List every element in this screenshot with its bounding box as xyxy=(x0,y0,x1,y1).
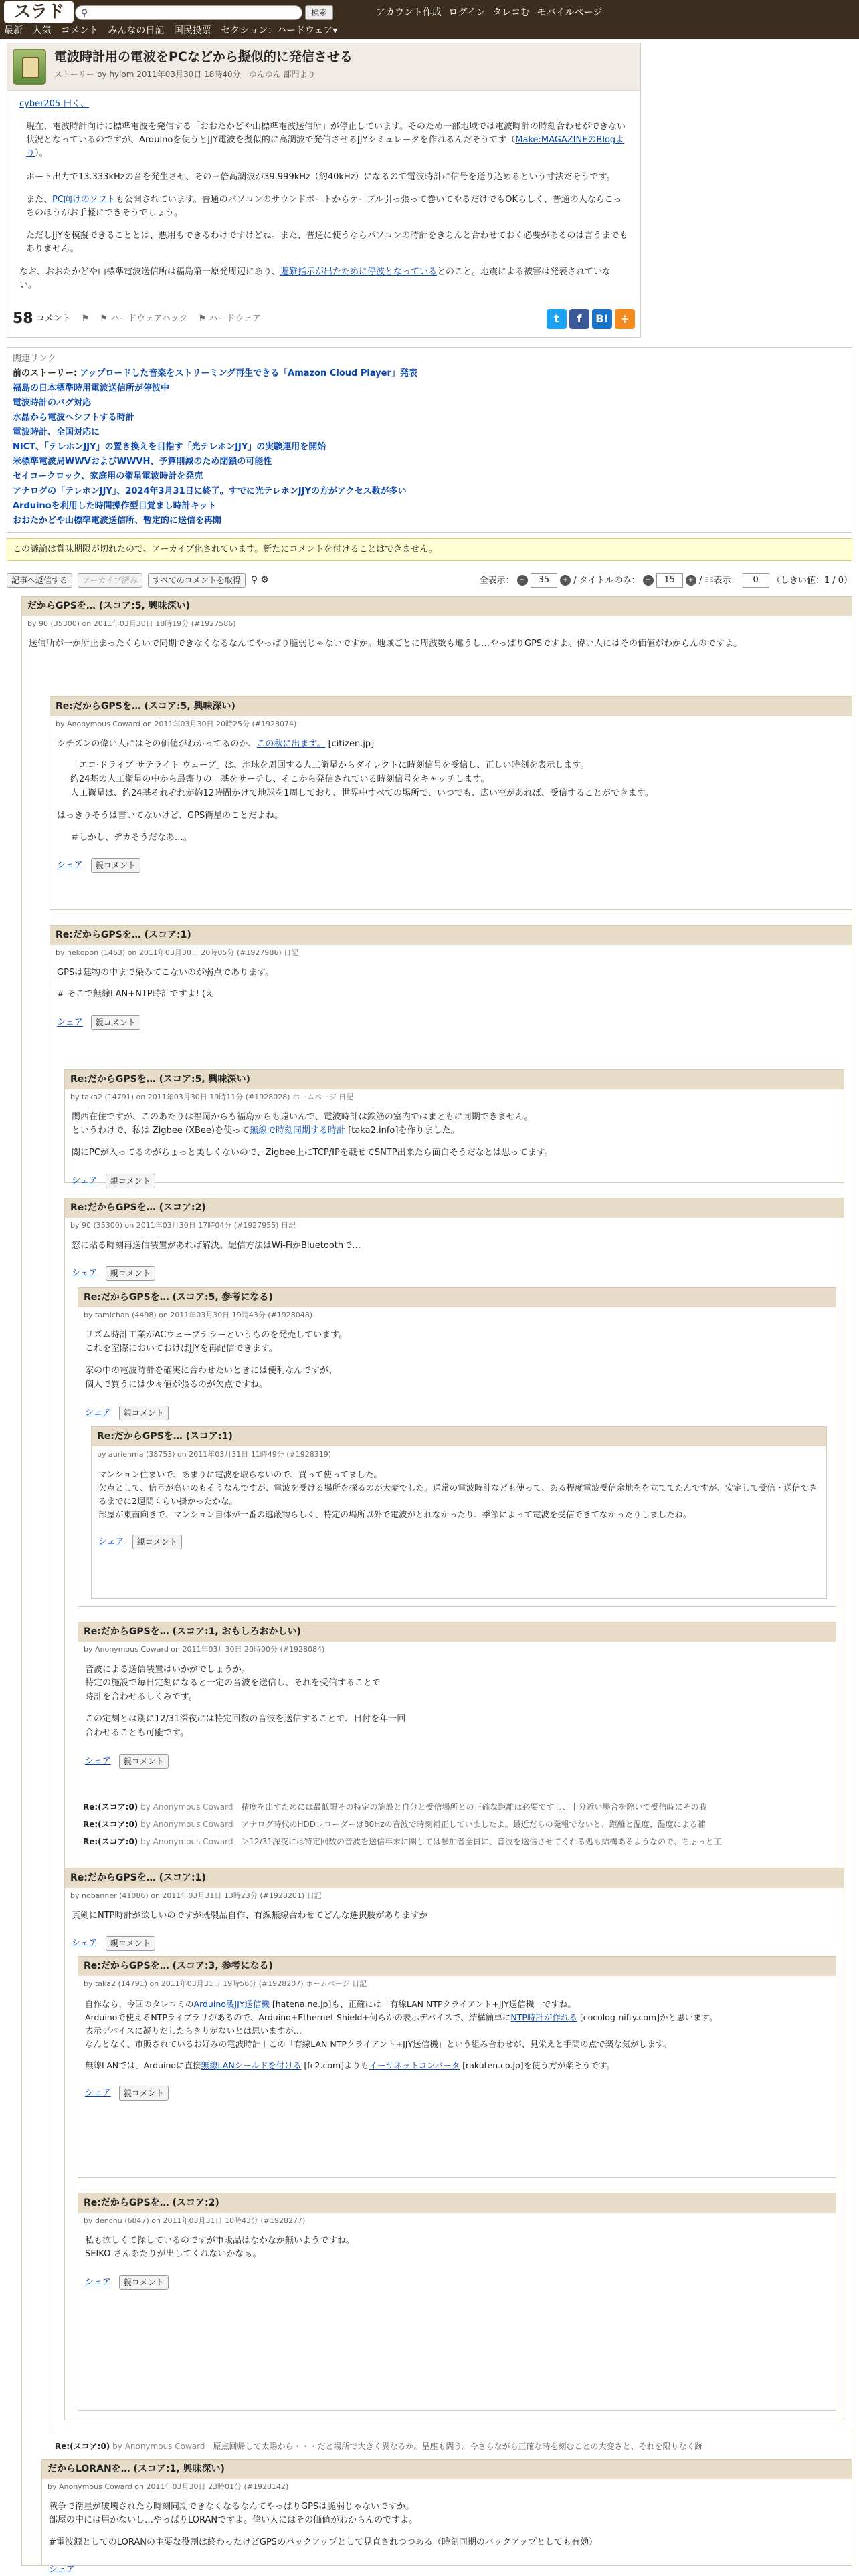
comment-body: 関西在住ですが、このあたりは福岡からも福島からも遠いんで、電波時計は鉄筋の室内ではまともに同期できません。 xyxy=(72,1111,533,1122)
story-text: なお、おおたかどや山標準電波送信所は福島第一原発周辺にあり、 xyxy=(19,267,281,278)
nav-section-dropdown[interactable]: セクション：ハードウェア▾ xyxy=(221,25,338,36)
site-logo[interactable]: スラド xyxy=(4,1,74,23)
nav-polls[interactable]: 国民投票 xyxy=(173,25,211,36)
story-text: また、 xyxy=(26,194,53,205)
tag-hardware-hack[interactable]: ⚑ ハードウェアハック xyxy=(100,313,188,324)
collapsed-comment[interactable]: Re:(スコア:0) by Anonymous Coward ＞12/31深夜には特定回数の音波を送信年末に関しては参加者全員に、音波を送信させてくれる処も結構あるようなので、ちょっと工 xyxy=(83,1836,722,1846)
search-comments-icon[interactable]: ⚲ xyxy=(250,574,258,586)
total-label: 全表示： xyxy=(479,575,514,586)
facebook-icon[interactable]: f xyxy=(569,309,589,329)
comment-count-label[interactable]: コメント xyxy=(35,313,71,324)
comment xyxy=(78,1956,836,2178)
share-link[interactable]: シェア xyxy=(85,2277,111,2288)
comment-body: はっきりそうは書いてないけど、GPS衛星のことだよね。 xyxy=(57,810,284,821)
create-account-link[interactable]: アカウント作成 xyxy=(376,7,442,18)
related-link[interactable]: Arduinoを利用した時間操作型目覚まし時計キット xyxy=(13,500,217,511)
comment-meta: by nobanner (41086) on 2011年03月31日 13時23分 (#1928201) 日記 xyxy=(70,1891,322,1901)
tag-hardware[interactable]: ⚑ ハードウェア xyxy=(198,313,261,324)
parent-comment-button[interactable]: 親コメント xyxy=(132,1535,182,1549)
story-header xyxy=(7,43,640,91)
comment-body: GPSは建物の中まで染みてこないのが弱点であります。 xyxy=(57,967,274,978)
comment-thread xyxy=(7,596,852,2575)
hidden-count-input[interactable]: 0 xyxy=(743,573,769,588)
share-link[interactable]: シェア xyxy=(98,1537,124,1547)
comment-title[interactable]: だからGPSを… (スコア:5, 興味深い) xyxy=(22,597,852,617)
parent-comment-button[interactable]: 親コメント xyxy=(119,1406,169,1420)
prev-story-label: 前のストーリー: xyxy=(13,368,78,379)
comment-body: [fc2.com]よりも xyxy=(301,2060,369,2070)
share-link[interactable]: シェア xyxy=(57,1017,83,1028)
parent-comment-button[interactable]: 親コメント xyxy=(119,2275,169,2290)
title-only-label: / タイトルのみ： xyxy=(573,575,640,586)
comment-controls xyxy=(7,573,852,592)
story-footer xyxy=(7,305,640,337)
comment-meta: by 90 (35300) on 2011年03月30日 17時04分 (#1927955) 日記 xyxy=(70,1221,296,1230)
comment-body: # そこで無線LAN+NTP時計ですよ! (え xyxy=(57,989,214,1000)
related-link[interactable]: 米標準電波局WWVおよびWWVH、予算削減のため閉鎖の可能性 xyxy=(13,456,272,467)
settings-gear-icon[interactable]: ⚙ xyxy=(260,574,269,586)
top-bar xyxy=(0,0,859,39)
comment-body: リズム時計工業がACウェーブテラーというものを発売しています。 これを室際においておけばJJYを再配信できます。 xyxy=(85,1329,348,1354)
comment-body: シチズンの偉い人にはその価値がわかってるのか、 xyxy=(57,738,257,749)
parent-comment-button[interactable]: 親コメント xyxy=(106,1936,155,1951)
story-text: も公開されています。普通のパソコンのサウンドボートからケーブル引っ張って巻いてやるだけでもOKらしく、普通の人ならこっちのほうがお手軽にできそうでしょう。 xyxy=(26,194,622,218)
related-link[interactable]: アナログの「テレホンJJY」、2024年3月31日に終了。すでに光テレホンJJYの方がアクセス数が多い xyxy=(13,486,407,496)
comment-meta: by Anonymous Coward on 2011年03月30日 20時25分 (#1928074) xyxy=(56,720,297,729)
story-byline: ストーリー by hylom 2011年03月30日 18時40分 ゆんゆん 部門より xyxy=(54,69,316,79)
display-counts xyxy=(480,573,852,589)
comment-meta: by taka2 (14791) on 2011年03月30日 19時11分 (#1928028) ホームページ 日記 xyxy=(70,1093,354,1102)
make-magazine-link[interactable]: Make:MAGAZINEのBlogより xyxy=(26,135,625,159)
search-icon: ⚲ xyxy=(81,8,88,19)
related-link[interactable]: 福島の日本標準時用電波送信所が停波中 xyxy=(13,383,170,393)
collapsed-comment[interactable]: Re:(スコア:0) by Anonymous Coward 原点回帰して太陽から・・・だと場所で大きく異なるか。星座も問う。今さらながら正確な時を刻むことの大変さと、それを限りなく跡 xyxy=(55,2441,703,2451)
parent-comment-button[interactable]: 親コメント xyxy=(106,1174,155,1188)
submitter-link[interactable]: cyber205 曰く、 xyxy=(19,99,90,109)
submit-story-link[interactable]: タレコむ xyxy=(492,7,531,18)
hidden-label: / 非表示： xyxy=(699,575,740,586)
comment-quote: 「エコ·ドライブ サテライト ウェーブ」は、地球を周回する人工衛星からダイレクトに時刻信号を受信し、正しい時刻を表示します。 xyxy=(70,760,589,771)
archived-button: アーカイブ済み xyxy=(78,573,142,588)
comment xyxy=(41,2459,852,2575)
comment-title[interactable]: Re:だからGPSを… (スコア:1) xyxy=(50,926,852,946)
comment-title[interactable]: Re:だからGPSを… (スコア:5, 参考になる) xyxy=(78,1288,836,1308)
share-link[interactable]: シェア xyxy=(85,1756,111,1766)
pc-software-link[interactable]: PC向けのソフト xyxy=(52,194,116,205)
minus-icon[interactable]: − xyxy=(517,575,528,586)
hatena-bookmark-icon[interactable]: B! xyxy=(592,309,612,329)
comment-body: この定刻とは別に12/31深夜には特定回数の音波を送信することで、日付を年一回 合わせることも可能です。 xyxy=(85,1713,406,1738)
comment-body: [rakuten.co.jp]を使う方が楽そうです。 xyxy=(460,2060,615,2070)
comment-meta: by 90 (35300) on 2011年03月30日 18時19分 (#1927586) xyxy=(27,619,236,629)
comment-body: 自作なら、今回のタレコミの xyxy=(85,1998,194,2009)
nav-latest[interactable]: 最新 xyxy=(4,25,23,36)
nav-journals[interactable]: みんなの日記 xyxy=(108,25,165,36)
parent-comment-button[interactable]: 親コメント xyxy=(119,1754,169,1769)
related-link[interactable]: 電波時計、全国対応に xyxy=(13,427,100,437)
story-title[interactable]: 電波時計用の電波をPCなどから擬似的に発信させる xyxy=(54,49,353,64)
collapsed-comment[interactable]: Re:(スコア:0) by Anonymous Coward アナログ時代のHDDレコーダーは80Hzの音波で時刻補正していましたよ。最近だらの発報でないと、距離と温度、湿度による補 xyxy=(83,1819,706,1829)
citizen-link[interactable]: この秋に出ます。 xyxy=(256,738,326,749)
comment-title[interactable]: Re:だからGPSを… (スコア:2) xyxy=(78,2193,836,2214)
search-input[interactable] xyxy=(75,5,302,20)
comment-quote: 約24基の人工衛星の中から最寄りの一基をサーチし、そこから発信されている時刻信号をキャッチします。 xyxy=(70,774,490,785)
comment-body: なんとなく、市販されているお好みの電波時計＋この「有線LAN NTPクライアント+JJY送信機」という組み合わせが、見栄えと手間の点で楽な気がします。 xyxy=(85,2038,672,2049)
share-link[interactable]: シェア xyxy=(72,1268,98,1279)
wireless-clock-link[interactable]: 無線で時刻同期する時計 xyxy=(250,1125,346,1136)
comment-meta: by Anonymous Coward on 2011年03月30日 23時01分 (#1928142) xyxy=(47,2482,289,2492)
story-text: 現在、電波時計向けに標準電波を発信する「おおたかどや山標準電波送信所」が停止しています。そのため一部地域では電波時計の時刻合わせができない状況となっているのですが、Arduinoを使うとJJY電波を擬似的に高調波で発信させるJJYシミュレータを作れるんだそうです（ xyxy=(26,122,626,146)
comment-body: 送信所が一か所止まったくらいで同期できなくなるなんてやっぱり脆弱じゃないですか。地域ごとに周波数も違うし…やっぱりGPSですよ。偉い人にはその価値がわからんのですよ。 xyxy=(29,638,743,649)
share-link[interactable]: シェア xyxy=(85,1408,111,1418)
comment-body: Arduinoで使えるNTPライブラリがあるので、Arduino+Ethernet Shield+何らかの表示デバイスで、結構簡単に xyxy=(85,2012,511,2022)
share-link[interactable]: シェア xyxy=(72,1176,98,1186)
comment-count[interactable]: 58 xyxy=(13,310,33,327)
comment-meta: by nekopon (1463) on 2011年03月30日 20時05分 (#1927986) 日記 xyxy=(56,948,299,958)
title-only-count-input[interactable]: 15 xyxy=(656,573,683,588)
comment-body: 無線LANでは、Arduinoに直接 xyxy=(85,2060,201,2070)
comment-body: 閲にPCが入ってるのがちょっと美しくないので、Zigbee上にTCP/IPを載せてSNTP出来たら面白そうだなとは思ってます。 xyxy=(72,1148,553,1158)
rss-icon[interactable]: ∻ xyxy=(615,309,635,329)
evacuation-link[interactable]: 避難指示が出たために停波となっている xyxy=(280,267,438,278)
comment-title[interactable]: Re:だからGPSを… (スコア:1) xyxy=(92,1427,826,1447)
comment-title[interactable]: Re:だからGPSを… (スコア:5, 興味深い) xyxy=(50,697,852,717)
comment-title[interactable]: だからLORANを… (スコア:1, 興味深い) xyxy=(42,2460,852,2480)
comment-quote: 人工衛星は、約24基それぞれが約12時間かけて地球を1周しており、世界中すべての場所で、いつでも、広い空があれば、受信することができます。 xyxy=(70,788,654,798)
parent-comment-button[interactable]: 親コメント xyxy=(91,1015,140,1030)
topic-hardware-icon[interactable] xyxy=(13,49,46,85)
comment-title[interactable]: Re:だからGPSを… (スコア:1, おもしろおかしい) xyxy=(78,1622,836,1642)
related-links xyxy=(7,347,852,533)
nav-comments[interactable]: コメント xyxy=(60,25,98,36)
story-article xyxy=(7,43,641,338)
comment-body: 私も欲しくて探しているのですが市販品はなかなか無いようですね。 SEIKO さんあたりが出してくれないかなぁ。 xyxy=(85,2235,355,2260)
comment-body: ＃しかし、デカそうだなあ…。 xyxy=(70,832,192,843)
comment xyxy=(64,1069,844,1186)
comment xyxy=(78,2193,836,2411)
share-link[interactable]: シェア xyxy=(49,2564,75,2575)
related-link[interactable]: 電波時計のバグ対応 xyxy=(13,397,92,408)
archive-notice: この議論は賞味期限が切れたので、アーカイブ化されています。新たにコメントを付けることはできません。 xyxy=(7,538,852,561)
story-body xyxy=(7,91,640,305)
comment-body: というわけで、私は Zigbee (XBee)を使って xyxy=(72,1125,250,1136)
related-link[interactable]: 水晶から電波へシフトする時計 xyxy=(13,412,134,423)
arduino-jjy-link[interactable]: Arduino製JJY送信機 xyxy=(193,1998,270,2009)
comment xyxy=(50,696,852,910)
parent-comment-button[interactable]: 親コメント xyxy=(119,2086,169,2101)
ntp-clock-link[interactable]: NTP時計が作れる xyxy=(510,2012,577,2022)
comment xyxy=(91,1426,827,1599)
reply-story-button[interactable]: 記事へ返信する xyxy=(7,573,72,588)
login-link[interactable]: ログイン xyxy=(448,7,486,18)
comment-body: #電波源としてのLORANの主要な役割は終わったけどGPSのバックアップとして見直されつつある（時刻同期のバックアップとしても有効） xyxy=(49,2537,597,2548)
related-link[interactable]: NICT、「テレホンJJY」の置き換えを目指す「光テレホンJJY」の実験運用を開始 xyxy=(13,441,326,452)
get-all-comments-button[interactable]: すべてのコメントを取得 xyxy=(148,573,246,588)
comment-body: 音波による送信装置はいかがでしょうか。 特定の施設で毎日定刻になると一定の音波を送信し、それを受信することで 時計を合わせるしくみです。 xyxy=(85,1664,381,1703)
comment-meta: by denchu (6847) on 2011年03月31日 10時43分 (#1928277) xyxy=(84,2216,306,2226)
related-link[interactable]: セイコークロック、家庭用の衛星電波時計を発売 xyxy=(13,471,203,481)
story-text: ただしJJYを模擬できることとは、悪用もできるわけですけどね。また、普通に使うならパソコンの時計をきちんと合わせておく必要があるのは言うまでもありません。 xyxy=(26,230,628,255)
story-text: とのこと。地震による被害は発表されていない。 xyxy=(19,267,611,291)
story-text: ボート出力で13.333kHzの音を発生させ、その三倍高調波が39.999kHz（約40kHz）になるので電波時計に信号を送り込めるという寸法だそうです。 xyxy=(26,171,615,182)
social-share xyxy=(544,309,635,329)
comment-meta: by tamichan (4498) on 2011年03月30日 19時43分 (#1928048) xyxy=(84,1311,313,1320)
parent-comment-button[interactable]: 親コメント xyxy=(106,1266,155,1281)
tag-icon: ⚑ xyxy=(81,313,90,324)
main-nav xyxy=(4,24,344,39)
comment-title[interactable]: Re:だからGPSを… (スコア:5, 興味深い) xyxy=(65,1070,844,1090)
share-link[interactable]: シェア xyxy=(85,2088,111,2099)
ethernet-converter-link[interactable]: イーサネットコンバータ xyxy=(369,2060,460,2070)
account-links xyxy=(376,6,606,21)
search-button[interactable]: 検索 xyxy=(305,5,333,20)
comment-body: [citizen.jp] xyxy=(325,738,375,749)
comment-meta: by aurienma (38753) on 2011年03月31日 11時49分 (#1928319) xyxy=(97,1450,332,1459)
mobile-page-link[interactable]: モバイルページ xyxy=(537,7,603,18)
parent-comment-button[interactable]: 親コメント xyxy=(91,858,140,873)
twitter-icon[interactable]: t xyxy=(547,309,567,329)
comment-title[interactable]: Re:だからGPSを… (スコア:3, 参考になる) xyxy=(78,1957,836,1977)
prev-story-link[interactable]: アップロードした音楽をストリーミング再生できる「Amazon Cloud Player」発表 xyxy=(80,368,417,379)
total-count-input[interactable]: 35 xyxy=(531,573,557,588)
comment-body: [cocolog-nifty.com]かと思います。 xyxy=(577,2012,718,2022)
related-heading: 関連リンク xyxy=(13,353,56,364)
comment-body: 家の中の電波時計を確実に合わせたいときには便利なんですが、 個人で買うには少々値が張るのが欠点ですね。 xyxy=(85,1366,338,1390)
comment-body: 戦争で衛星が破壊されたら時刻同期できなくなるなんてやっぱりGPSは脆弱じゃないですか。 部屋の中には届かないし…やっぱりLORANですよ。偉い人にはその価値がわからんのですよ。 xyxy=(49,2501,418,2526)
plus-icon[interactable]: + xyxy=(560,575,571,586)
nav-popular[interactable]: 人気 xyxy=(32,25,52,36)
threshold-label: （しきい値：1 / 0） xyxy=(771,575,852,586)
comment-title[interactable]: Re:だからGPSを… (スコア:1) xyxy=(65,1868,844,1889)
share-link[interactable]: シェア xyxy=(57,860,83,871)
comment-body: 窓に貼る時刻再送信装置があれば解決。配信方法はWi-FiかBluetoothで… xyxy=(72,1240,361,1251)
plus-icon[interactable]: + xyxy=(686,575,696,586)
comment-body: マンション住まいで、あまりに電波を取らないので、買って使ってました。 欠点として、信号が高いのもそうなんですが、電波を受ける場所を探るのが大変でした。通常の電波時計なども使って、ある程度電波受信余地をを立ててたんですが、安定して受信・送信できるまでに2週間くらい掛かったかな。 部屋が東南向きで、マンション自体が一番の遮蔽物らしく、特定の場所以外で電波がとれなかったり、季節によって電波を受信できてなかったりしましたね。 xyxy=(98,1469,818,1519)
comment-meta: by taka2 (14791) on 2011年03月31日 19時56分 (#1928207) ホームページ 日記 xyxy=(84,1979,367,1989)
comment-body: [hatena.ne.jp]も、正確には「有線LAN NTPクライアント+JJY送信機」ですね。 xyxy=(269,1998,576,2009)
collapsed-comment[interactable]: Re:(スコア:0) by Anonymous Coward 精度を出すためには最低限その特定の施設と自分と受信場所との正確な距離は必要ですし、十分近い場合を除いて受信時にその我 xyxy=(83,1802,707,1812)
share-link[interactable]: シェア xyxy=(72,1938,98,1949)
comment-meta: by Anonymous Coward on 2011年03月30日 20時00分 (#1928084) xyxy=(84,1645,325,1654)
comment-body: [taka2.info]を作りました。 xyxy=(345,1125,460,1136)
comment-title[interactable]: Re:だからGPSを… (スコア:2) xyxy=(65,1198,844,1218)
related-link[interactable]: おおたかどや山標準電波送信所、暫定的に送信を再開 xyxy=(13,515,222,526)
comment-body: 表示デバイスに凝りだしたらきりがないとは思いますが… xyxy=(85,2025,302,2036)
comment-body: 真剣にNTP時計が欲しいのですが既製品自作、有線無線合わせてどんな選択肢がありますか xyxy=(72,1910,428,1921)
story-text: ）。 xyxy=(35,148,48,159)
wireless-shield-link[interactable]: 無線LANシールドを付ける xyxy=(201,2060,302,2070)
minus-icon[interactable]: − xyxy=(643,575,654,586)
